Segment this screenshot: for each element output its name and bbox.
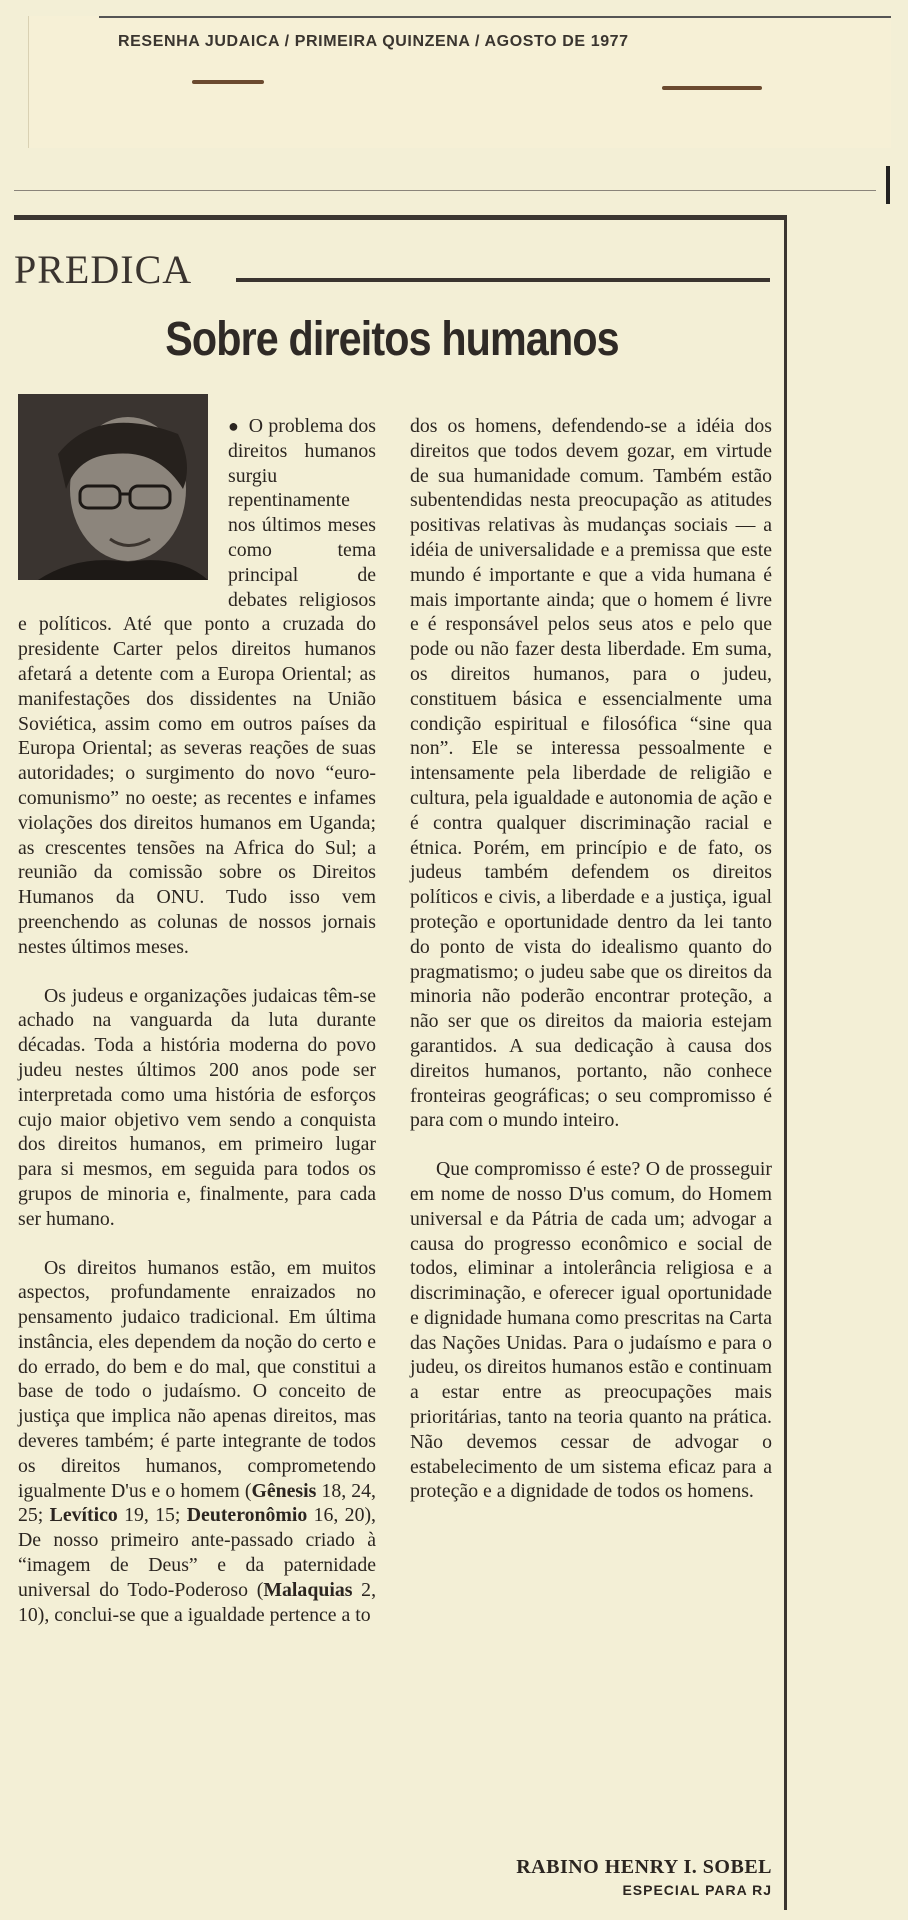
- paragraph-4: dos os homens, defendendo-se a idéia dos direitos que todos devem gozar, em virtude de sua humanidade comum. Também estão subentendidas nesta preocupação as atitudes positivas relativas às mudanças sociais — a idéia de universalidade e a premissa que este mundo é importante e que a vida humana é mais importante ainda; que o homem é livre e é responsável pelos seus atos e pelo que pode ou não fazer desta liberdade. Em suma, os direitos humanos, para o judeu, constituem básica e essencialmente uma condição espiritual e filosófica “sine qua non”. Ele se interessa pessoalmente e intensamente pela liberdade de religião e cultura, pela igualdade e autonomia de ação e é contra qualquer discriminação racial e étnica. Porém, em princípio e de fato, os judeus também defendem os direitos políticos e civis, a liberdade e a justiça, igual proteção e oportunidade dentro da lei tanto do ponto de vista do idealismo quanto do pragmatismo; o judeu sabe que os direitos da minoria não poderão encontrar proteção, a não ser que os direitos da maioria estejam garantidos. A sua dedicação à causa dos direitos humanos, portanto, não conhece fronteiras geográficas; o seu compromisso é para com o mundo inteiro.: [410, 415, 772, 1132]
- paragraph-5: Que compromisso é este? O de prosseguir em nome de nosso D'us comum, do Homem universal e da Pátria de cada um; advogar a causa do progresso econômico e social de todos, eliminar a intolerância religiosa e a discriminação, e oferecer igual oportunidade e dignidade humana como prescritas na Carta das Nações Unidas. Para o judaísmo e para o judeu, os direitos humanos estão e continuam a estar entre as preocupações mais prioritárias, tanto na teoria quanto na prática. Não devemos cessar de advogar o estabelecimento de um sistema eficaz para a proteção e a dignidade de todos os homens.: [410, 1158, 772, 1503]
- photo-spacer: [18, 414, 228, 589]
- scripture-ref-numbers: 16, 20), De nosso primeiro ante-passado criado à “imagem de Deus” e da paternidade universal do Todo-Poderoso (: [18, 1504, 376, 1601]
- scripture-ref: Malaquias: [263, 1578, 353, 1601]
- article-column-right: [410, 414, 772, 1504]
- headline: Sobre direitos humanos: [165, 313, 619, 366]
- author-signature: RABINO HENRY I. SOBEL: [516, 1856, 772, 1878]
- masthead-rule: [99, 16, 891, 18]
- staple-mark: [192, 80, 264, 84]
- scripture-ref-numbers: 19, 15;: [117, 1504, 187, 1527]
- paragraph-3: [18, 1256, 376, 1628]
- scripture-ref-numbers: 2, 10), conclui-se que a igualdade pertence a to: [18, 1578, 377, 1626]
- paragraph-3-text: Os direitos humanos estão, em muitos aspectos, profundamente enraizados no pensamento judaico tradicional. Em última instância, eles dependem da noção do certo e do errado, do bem e do mal, que constitui a base de todo o judaísmo. O conceito de justiça que implica não apenas direitos, mas deveres também; é parte integrante de todos os direitos humanos, comprometendo igualmente D'us e o homem (: [18, 1256, 376, 1502]
- staple-mark: [662, 86, 762, 90]
- scripture-ref-numbers: 18, 24, 25;: [18, 1479, 376, 1527]
- scripture-ref: Gênesis: [251, 1479, 317, 1502]
- masthead: RESENHA JUDAICA / PRIMEIRA QUINZENA / AGOSTO DE 1977: [118, 33, 629, 50]
- article-column-left: [18, 414, 376, 1627]
- section-label: PREDICA: [14, 247, 193, 292]
- bullet-icon: ●: [228, 416, 240, 436]
- scripture-ref: Levítico: [49, 1504, 118, 1527]
- author-credit: ESPECIAL PARA RJ: [622, 1882, 772, 1898]
- paragraph-2: Os judeus e organizações judaicas têm-se achado na vanguarda da luta durante décadas. Toda a história moderna do povo judeu nestes últimos 200 anos pode ser interpretada como uma história de esforços cujo maior objetivo vem sendo a conquista dos direitos humanos, em primeiro lugar para si mesmos, em seguida para todos os grupos de minoria e, finalmente, para cada ser humano.: [18, 984, 376, 1230]
- paragraph-1-text: O problema dos direitos humanos surgiu repentinamente nos últimos meses como tema principal de debates religiosos e políticos. Até que ponto a cruzada do presidente Carter pelos direitos humanos afetará a detente com a Europa Oriental; as manifestações dos dissidentes na União Soviética, assim como em outros países da Europa Oriental; as severas reações de suas autoridades; o surgimento do novo “euro-comunismo” no oeste; as recentes e infames violações dos direitos humanos em Uganda; as crescentes tensões na Africa do Sul; a reunião da comissão sobre os Direitos Humanos da ONU. Tudo isso vem preenchendo as colunas de nossos jornais nestes últimos meses.: [18, 415, 376, 958]
- edge-mark: [886, 166, 890, 204]
- section-rule: [236, 278, 770, 282]
- clipping-separator: [14, 190, 876, 191]
- scripture-ref: Deuteronômio: [186, 1504, 308, 1527]
